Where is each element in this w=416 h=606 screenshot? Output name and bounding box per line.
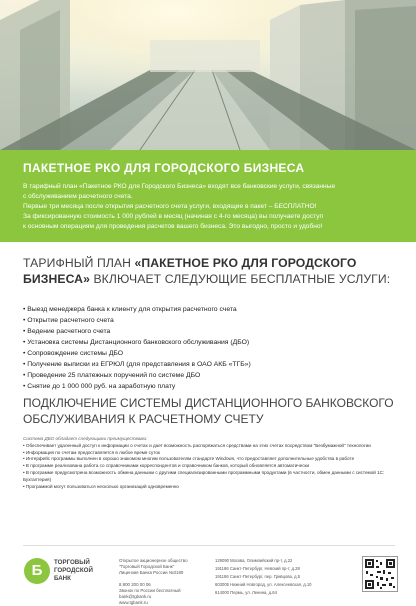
service-item: • Открытие расчетного счета: [23, 315, 251, 326]
tariff-banner: [0, 150, 416, 242]
email-link[interactable]: bank@tgbank.ru: [119, 594, 152, 599]
benefit-item: • Информация по счетам предоставляется в любое время суток: [23, 450, 395, 457]
addresses: [215, 558, 325, 598]
benefit-item: • Обеспечивает удаленный доступ к информации о счетах и дает возможность распоряжаться средствами на этих счетах посредством "Безбумажной" технологии: [23, 443, 395, 450]
bank-logo: Б: [24, 558, 50, 584]
banner-title: ПАКЕТНОЕ РКО ДЛЯ ГОРОДСКОГО БИЗНЕСА: [23, 161, 305, 175]
banner-line: к основным операциям для проведения расчетов вашего бизнеса. Это выгодно, просто и удобно!: [23, 223, 323, 230]
address-line: 191186 Санкт-Петербург, пер. Гривцова, д.5: [215, 574, 301, 579]
contact-line: "Торговый Городской Банк": [119, 564, 175, 569]
service-item: • Сопровождение системы ДБО: [23, 348, 251, 359]
benefit-item: • Программой могут пользоваться несколько организаций одновременно: [23, 484, 395, 491]
address-line: 191186 Санкт-Петербург, Невский пр-т, д.28: [215, 566, 300, 571]
bank-name-line: ГОРОДСКОЙ: [54, 567, 93, 574]
service-item: • Получение выписки из ЕГРЮЛ (для представления в ОАО АКБ «ТГБ»): [23, 359, 251, 370]
service-item: • Ведение расчетного счета: [23, 326, 251, 337]
banner-line: За фиксированную стоимость 1 000 рублей в месяц (начиная с 4-го месяца) вы получаете доступ: [23, 213, 324, 220]
benefit-item: • В программе реализована работа со справочниками корреспондентов и справочником банков, который обновляется автоматически: [23, 463, 395, 470]
service-item: • Выезд менеджера банка к клиенту для открытия расчетного счета: [23, 304, 251, 315]
bank-name: [54, 559, 93, 583]
banner-line: Первые три месяца после открытия расчетного счета услуги, входящие в пакет – БЕСПЛАТНО!: [23, 203, 317, 210]
address-line: 603005 Нижний Новгород, ул. Алексеевская, д.10: [215, 582, 312, 587]
contact-line: Лицензия Банка России №3180: [119, 570, 184, 575]
banner-line: с обслуживанием расчетного счета.: [23, 193, 133, 200]
service-item: • Установка системы Дистанционного банковского обслуживания (ДБО): [23, 337, 251, 348]
benefit-item: • В программе предусмотрена возможность обмена данными с другими специализированными программными продуктами (в частности, обмен данными с системой 1С: Бухгалтерия): [23, 470, 395, 484]
website-link[interactable]: www.tgbank.ru: [119, 600, 148, 605]
benefit-item: • Интерфейс программы выполнен в хорошо знакомом многим пользователям стандарте Windows, что предоставляет дополнительные удобства в работе: [23, 456, 395, 463]
footer-divider: [23, 545, 395, 546]
dbo-heading: ПОДКЛЮЧЕНИЕ СИСТЕМЫ ДИСТАНЦИОННОГО БАНКОВСКОГО ОБСЛУЖИВАНИЯ К РАСЧЕТНОМУ СЧЕТУ: [23, 396, 394, 426]
benefits-list: [23, 443, 395, 491]
contact-line: Открытое акционерное общество: [119, 558, 188, 563]
heading-part: ВКЛЮЧАЕТ СЛЕДУЮЩИЕ БЕСПЛАТНЫЕ УСЛУГИ:: [89, 272, 391, 286]
dbo-benefits: [23, 436, 395, 490]
address-line: 614000 Пермь, ул. Ленина, д.64: [215, 590, 277, 595]
qr-code: [362, 556, 398, 592]
contact-info: [119, 558, 207, 606]
bank-name-line: ТОРГОВЫЙ: [54, 559, 90, 566]
benefits-intro: Система ДБО обладает следующими преимуществами:: [23, 436, 148, 441]
phone-number[interactable]: 8 800 200 00 06: [119, 582, 151, 587]
services-list: [23, 304, 251, 392]
service-item: • Проведение 25 платежных поручений по системе ДБО: [23, 370, 251, 381]
hero-photo: [0, 0, 416, 150]
heading-part: ТАРИФНЫЙ ПЛАН: [23, 256, 135, 270]
banner-line: В тарифный план «Пакетное РКО для Городского Бизнеса» входят все банковские услуги, связанные: [23, 183, 336, 190]
services-heading: [23, 255, 399, 287]
contact-line: Звонок по России бесплатный: [119, 588, 181, 593]
banner-text: [23, 182, 395, 232]
heading-plan-name: «ПАКЕТНОЕ РКО ДЛЯ ГОРОДСКОГО БИЗНЕСА»: [23, 256, 357, 286]
footer: [0, 548, 416, 605]
bank-name-line: БАНК: [54, 575, 71, 582]
address-line: 129090 Москва, Олимпийский пр-т, д.22: [215, 558, 293, 563]
service-item: • Снятие до 1 000 000 руб. на заработную плату: [23, 381, 251, 392]
